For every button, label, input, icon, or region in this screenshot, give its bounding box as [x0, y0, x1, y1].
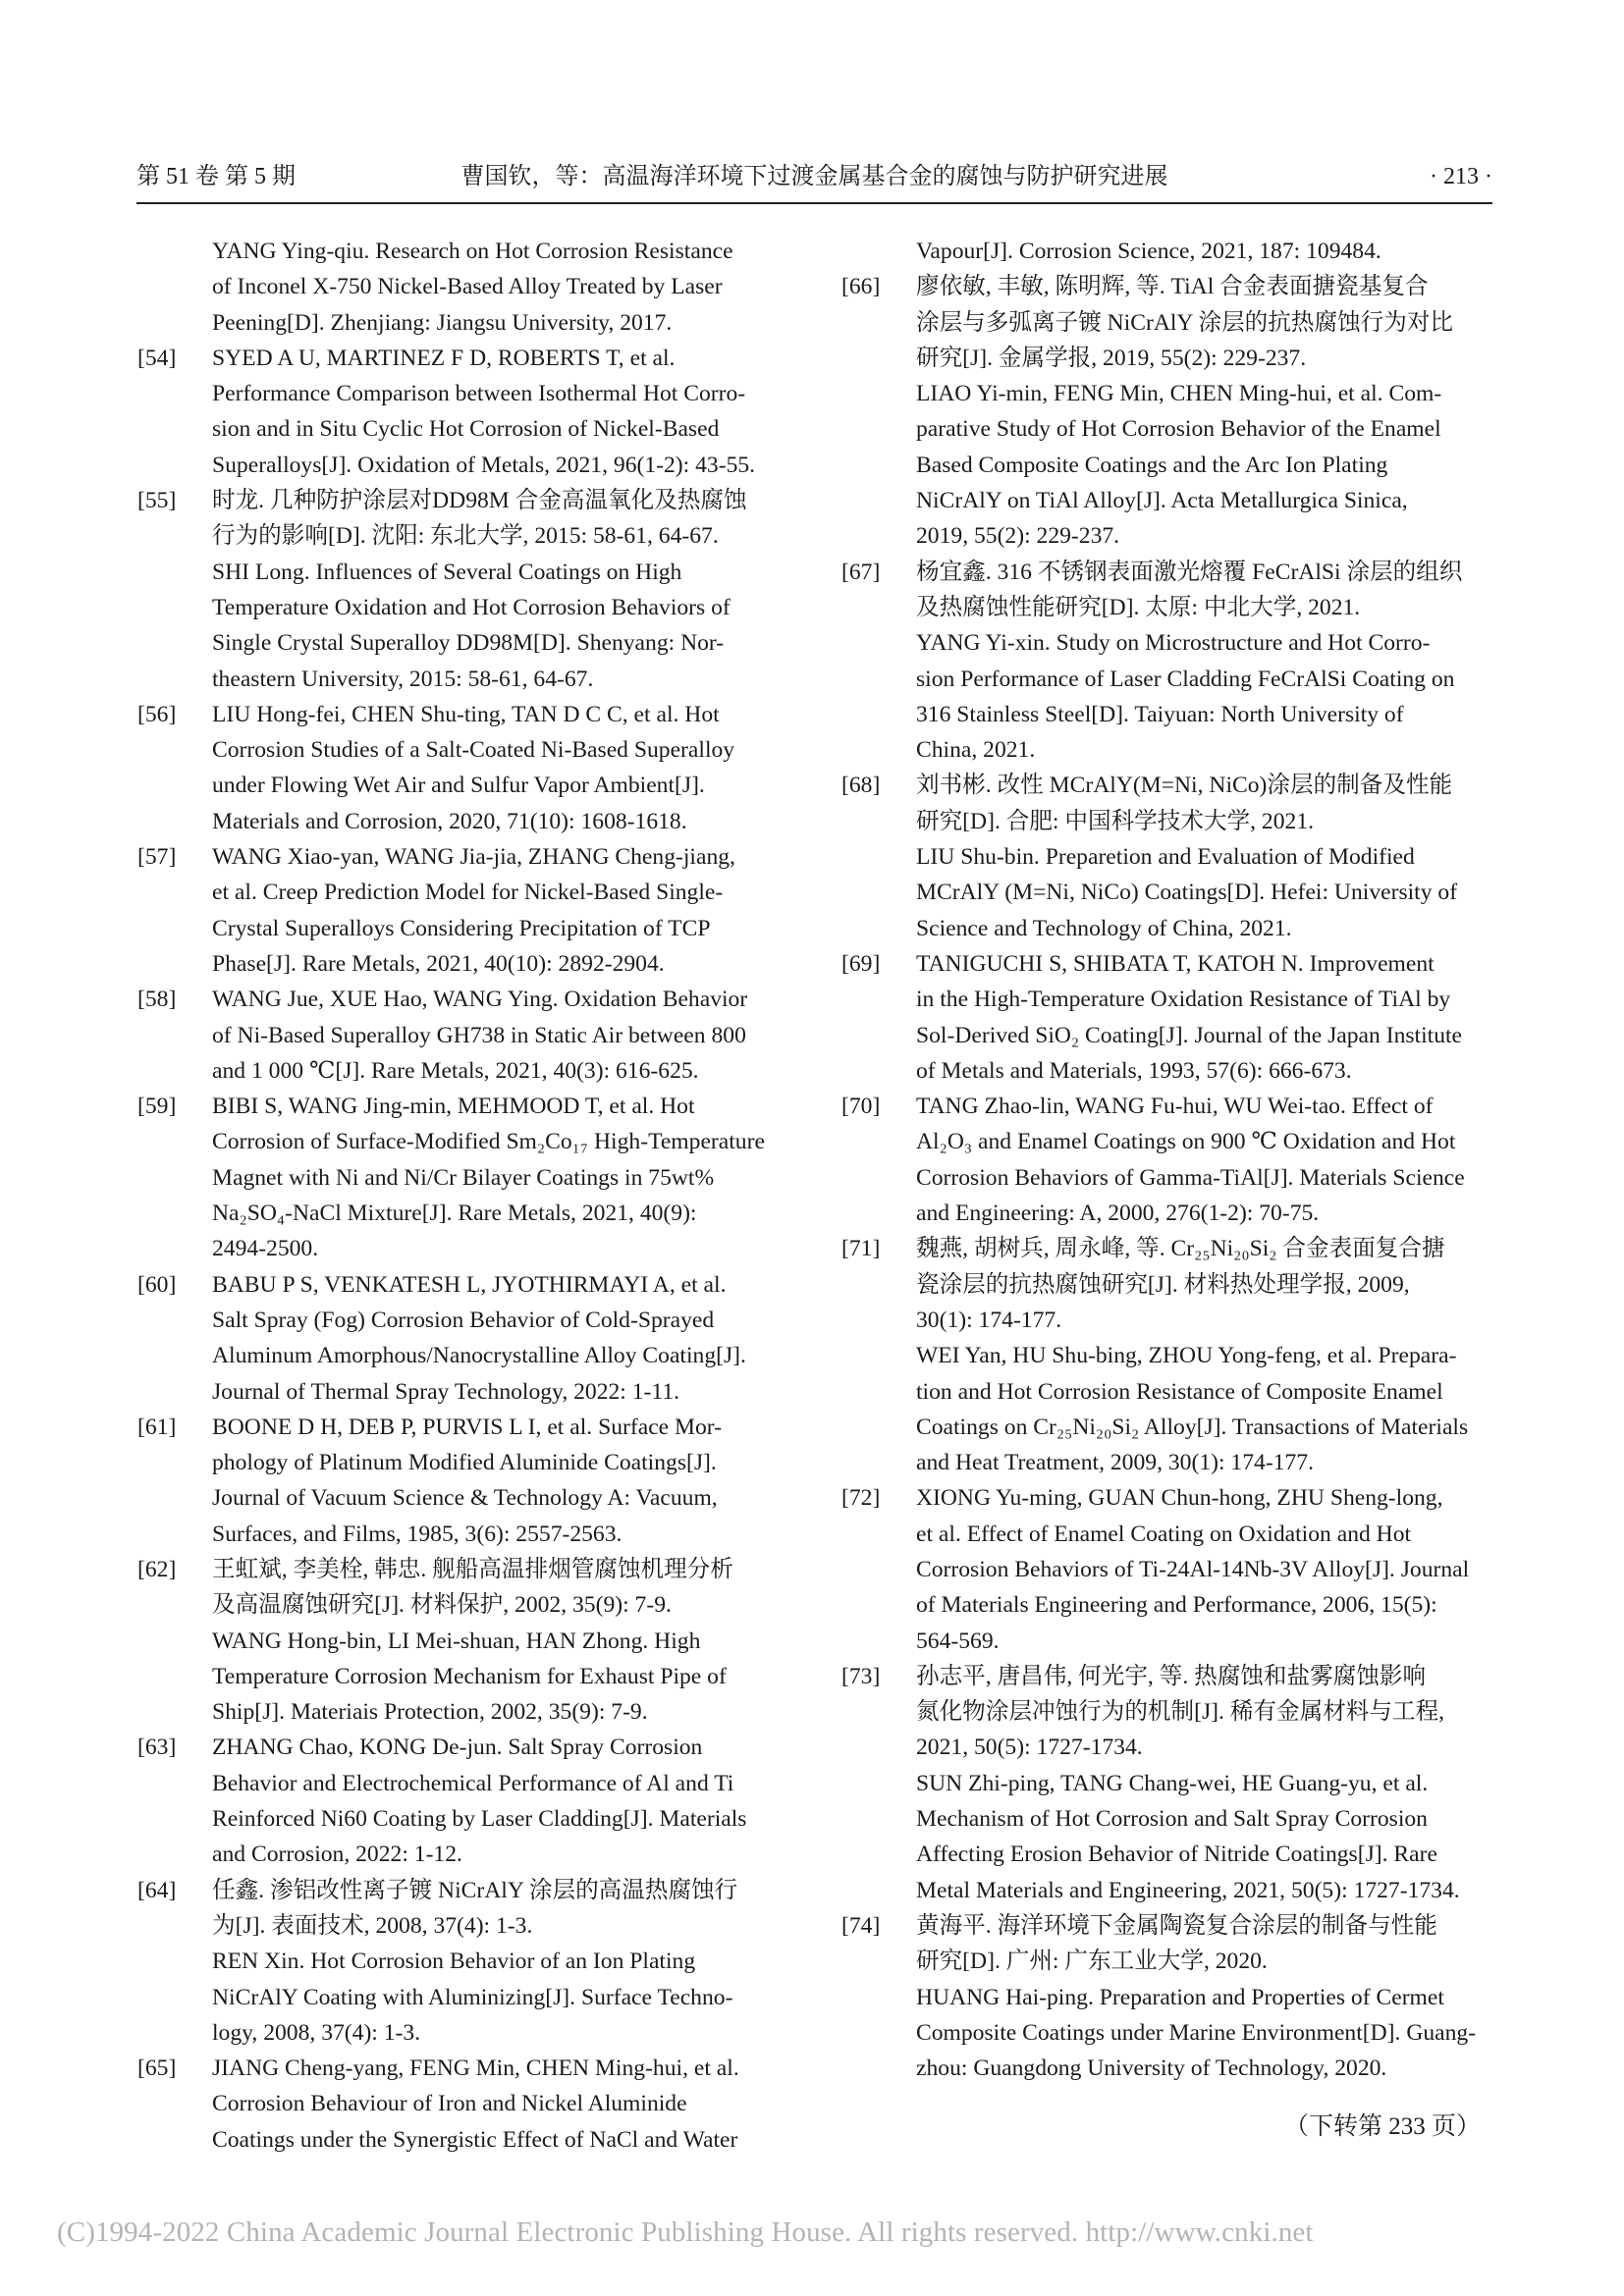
reference-text-line: Magnet with Ni and Ni/Cr Bilayer Coatings in 75wt% — [212, 1164, 715, 1191]
reference-entry — [137, 1267, 790, 1410]
reference-text-line: Journal of Thermal Spray Technology, 2022: 1-11. — [212, 1378, 680, 1405]
reference-text-line: 刘书彬. 改性 MCrAlY(M=Ni, NiCo)涂层的制备及性能 — [916, 773, 1453, 799]
reference-text-line: ZHANG Chao, KONG De-jun. Salt Spray Corrosion — [212, 1735, 703, 1761]
reference-number: [62] — [137, 1556, 177, 1582]
reference-entry — [137, 341, 790, 483]
reference-entry — [137, 1873, 790, 2051]
continuation-note: （下转第 233 页） — [1283, 2113, 1481, 2140]
reference-text-line: 564-569. — [916, 1628, 1000, 1654]
reference-text-line: 及高温腐蚀研究[J]. 材料保护, 2002, 35(9): 7-9. — [212, 1592, 672, 1619]
reference-text-line: Coatings under the Synergistic Effect of NaCl and Water — [212, 2126, 738, 2153]
reference-text-line: NiCrAlY Coating with Aluminizing[J]. Surface Techno- — [212, 1984, 733, 2010]
reference-text-line: in the High-Temperature Oxidation Resistance of TiAl by — [916, 987, 1451, 1013]
reference-entry — [137, 1552, 790, 1730]
reference-entry — [137, 982, 790, 1089]
reference-text-line: SUN Zhi-ping, TANG Chang-wei, HE Guang-yu, et al. — [916, 1770, 1429, 1796]
reference-number: [55] — [137, 488, 177, 514]
reference-text-line: China, 2021. — [916, 737, 1036, 764]
volume-issue: 第 51 卷 第 5 期 — [136, 164, 296, 189]
reference-text-line: of Materials Engineering and Performance, 2006, 15(5): — [916, 1592, 1437, 1619]
reference-text-line: and Heat Treatment, 2009, 30(1): 174-177. — [916, 1450, 1314, 1476]
reference-text-line: of Metals and Materials, 1993, 57(6): 666-673. — [916, 1057, 1352, 1084]
reference-number: [56] — [137, 701, 177, 727]
reference-number: [70] — [841, 1094, 881, 1120]
reference-text-line: MCrAlY (M=Ni, NiCo) Coatings[D]. Hefei: University of — [916, 880, 1458, 906]
reference-text-line: Na₂SO₄-NaCl Mixture[J]. Rare Metals, 2021, 40(9): — [212, 1201, 697, 1227]
reference-number: [54] — [137, 345, 177, 371]
reference-entry — [841, 1908, 1494, 2086]
reference-text-line: 瓷涂层的抗热腐蚀研究[J]. 材料热处理学报, 2009, — [916, 1271, 1410, 1298]
reference-entry — [137, 483, 790, 697]
reference-text-line: Reinforced Ni60 Coating by Laser Cladding[J]. Materials — [212, 1806, 747, 1833]
reference-text-line: YANG Yi-xin. Study on Microstructure and Hot Corro- — [916, 630, 1431, 657]
reference-entry — [841, 234, 1494, 269]
reference-entry — [137, 2051, 790, 2158]
reference-entry — [137, 1730, 790, 1872]
reference-text-line: LIU Shu-bin. Preparetion and Evaluation of Modified — [916, 844, 1415, 871]
reference-text-line: sion Performance of Laser Cladding FeCrAlSi Coating on — [916, 666, 1455, 692]
reference-text-line: 王虹斌, 李美栓, 韩忠. 舰船高温排烟管腐蚀机理分析 — [212, 1556, 733, 1582]
reference-text-line: HUANG Hai-ping. Preparation and Properties of Cermet — [916, 1984, 1444, 2010]
reference-text-line: 孙志平, 唐昌伟, 何光宇, 等. 热腐蚀和盐雾腐蚀影响 — [916, 1663, 1427, 1689]
reference-text-line: Behavior and Electrochemical Performance of Al and Ti — [212, 1770, 734, 1796]
reference-text-line: Vapour[J]. Corrosion Science, 2021, 187: 109484. — [916, 239, 1381, 264]
reference-text-line: parative Study of Hot Corrosion Behavior of the Enamel — [916, 416, 1441, 443]
reference-text-line: 及热腐蚀性能研究[D]. 太原: 中北大学, 2021. — [916, 594, 1361, 620]
reference-text-line: Al₂O₃ and Enamel Coatings on 900 ℃ Oxidation and Hot — [916, 1129, 1456, 1155]
reference-text-line: Based Composite Coatings and the Arc Ion Plating — [916, 452, 1388, 478]
reference-number: [74] — [841, 1912, 881, 1939]
reference-text-line: Sol-Derived SiO₂ Coating[J]. Journal of the Japan Institute — [916, 1022, 1463, 1048]
reference-text-line: LIU Hong-fei, CHEN Shu-ting, TAN D C C, et al. Hot — [212, 701, 720, 727]
running-header — [136, 157, 1492, 196]
reference-number: [60] — [137, 1271, 177, 1298]
reference-text-line: Surfaces, and Films, 1985, 3(6): 2557-2563. — [212, 1521, 623, 1547]
reference-text-line: of Inconel X-750 Nickel-Based Alloy Treated by Laser — [212, 274, 723, 300]
right-reference-column — [841, 234, 1494, 2086]
running-title: 曹国钦，等：高温海洋环境下过渡金属基合金的腐蚀与防护研究进展 — [460, 164, 1168, 189]
reference-number: [61] — [137, 1414, 177, 1440]
reference-text-line: BOONE D H, DEB P, PURVIS L I, et al. Surface Mor- — [212, 1414, 723, 1440]
reference-text-line: Single Crystal Superalloy DD98M[D]. Shenyang: Nor- — [212, 630, 725, 657]
reference-text-line: YANG Ying-qiu. Research on Hot Corrosion Resistance — [212, 239, 733, 264]
reference-number: [58] — [137, 987, 177, 1013]
reference-text-line: et al. Effect of Enamel Coating on Oxidation and Hot — [916, 1521, 1412, 1547]
reference-number: [64] — [137, 1877, 177, 1903]
reference-text-line: Phase[J]. Rare Metals, 2021, 40(10): 2892-2904. — [212, 950, 665, 977]
reference-text-line: Crystal Superalloys Considering Precipitation of TCP — [212, 915, 711, 941]
reference-text-line: 黄海平. 海洋环境下金属陶瓷复合涂层的制备与性能 — [916, 1912, 1437, 1939]
reference-text-line: 廖依敏, 丰敏, 陈明辉, 等. TiAl 合金表面搪瓷基复合 — [916, 274, 1429, 300]
reference-number: [68] — [841, 773, 881, 799]
reference-text-line: XIONG Yu-ming, GUAN Chun-hong, ZHU Sheng-long, — [916, 1485, 1443, 1512]
reference-text-line: 氮化物涂层冲蚀行为的机制[J]. 稀有金属材料与工程, — [916, 1699, 1445, 1726]
reference-entry — [841, 269, 1494, 554]
reference-text-line: 研究[J]. 金属学报, 2019, 55(2): 229-237. — [916, 345, 1307, 371]
reference-number: [72] — [841, 1485, 881, 1512]
reference-entry — [137, 697, 790, 839]
reference-text-line: Journal of Vacuum Science & Technology A: Vacuum, — [212, 1485, 718, 1512]
reference-number: [57] — [137, 844, 177, 871]
reference-text-line: of Ni-Based Superalloy GH738 in Static Air between 800 — [212, 1022, 746, 1048]
reference-entry — [137, 1410, 790, 1552]
reference-text-line: JIANG Cheng-yang, FENG Min, CHEN Ming-hui, et al. — [212, 2056, 739, 2082]
reference-text-line: logy, 2008, 37(4): 1-3. — [212, 2019, 421, 2046]
reference-text-line: Salt Spray (Fog) Corrosion Behavior of Cold-Sprayed — [212, 1307, 715, 1333]
reference-entry — [841, 1089, 1494, 1231]
reference-text-line: WANG Jue, XUE Hao, WANG Ying. Oxidation Behavior — [212, 987, 748, 1013]
reference-text-line: Coatings on Cr₂₅Ni₂₀Si₂ Alloy[J]. Transactions of Materials — [916, 1414, 1469, 1440]
reference-text-line: 2494-2500. — [212, 1236, 319, 1262]
reference-text-line: 时龙. 几种防护涂层对DD98M 合金高温氧化及热腐蚀 — [212, 488, 747, 514]
reference-text-line: TANG Zhao-lin, WANG Fu-hui, WU Wei-tao. Effect of — [916, 1094, 1434, 1120]
reference-text-line: 2019, 55(2): 229-237. — [916, 523, 1120, 550]
reference-text-line: Performance Comparison between Isothermal Hot Corro- — [212, 381, 746, 407]
reference-text-line: Metal Materials and Engineering, 2021, 50(5): 1727-1734. — [916, 1877, 1460, 1903]
left-reference-column — [137, 234, 790, 2158]
reference-text-line: Corrosion Studies of a Salt-Coated Ni-Based Superalloy — [212, 737, 735, 764]
page-number: · 213 · — [1430, 164, 1492, 189]
reference-text-line: zhou: Guangdong University of Technology, 2020. — [916, 2056, 1387, 2082]
reference-text-line: NiCrAlY on TiAl Alloy[J]. Acta Metallurgica Sinica, — [916, 488, 1408, 514]
reference-text-line: Corrosion Behaviors of Gamma-TiAl[J]. Materials Science — [916, 1164, 1465, 1191]
reference-text-line: 杨宜鑫. 316 不锈钢表面激光熔覆 FeCrAlSi 涂层的组织 — [916, 559, 1463, 585]
reference-number: [63] — [137, 1735, 177, 1761]
header-rule — [136, 202, 1492, 204]
reference-text-line: 30(1): 174-177. — [916, 1307, 1062, 1333]
reference-entry — [841, 1659, 1494, 1908]
reference-text-line: Mechanism of Hot Corrosion and Salt Spray Corrosion — [916, 1806, 1428, 1833]
reference-entry — [137, 839, 790, 982]
reference-text-line: Temperature Corrosion Mechanism for Exhaust Pipe of — [212, 1663, 727, 1689]
reference-text-line: REN Xin. Hot Corrosion Behavior of an Ion Plating — [212, 1949, 696, 1975]
reference-entry — [841, 1231, 1494, 1480]
reference-text-line: Temperature Oxidation and Hot Corrosion Behaviors of — [212, 594, 731, 620]
reference-text-line: Peening[D]. Zhenjiang: Jiangsu University, 2017. — [212, 309, 673, 336]
reference-text-line: under Flowing Wet Air and Sulfur Vapor Ambient[J]. — [212, 773, 705, 799]
reference-text-line: 研究[D]. 广州: 广东工业大学, 2020. — [916, 1949, 1268, 1975]
reference-text-line: Corrosion Behaviour of Iron and Nickel Aluminide — [212, 2091, 687, 2117]
reference-text-line: LIAO Yi-min, FENG Min, CHEN Ming-hui, et al. Com- — [916, 381, 1442, 407]
reference-text-line: 魏燕, 胡树兵, 周永峰, 等. Cr₂₅Ni₂₀Si₂ 合金表面复合搪 — [916, 1236, 1445, 1262]
copyright-footer: (C)1994-2022 China Academic Journal Electronic Publishing House. All rights reserved. http://www.cnki.net — [57, 2216, 1314, 2248]
reference-text-line: 研究[D]. 合肥: 中国科学技术大学, 2021. — [916, 808, 1315, 834]
reference-text-line: 为[J]. 表面技术, 2008, 37(4): 1-3. — [212, 1912, 533, 1939]
reference-text-line: WANG Xiao-yan, WANG Jia-jia, ZHANG Cheng-jiang, — [212, 844, 735, 871]
reference-text-line: 涂层与多弧离子镀 NiCrAlY 涂层的抗热腐蚀行为对比 — [916, 309, 1454, 336]
reference-text-line: BIBI S, WANG Jing-min, MEHMOOD T, et al. Hot — [212, 1094, 695, 1120]
reference-text-line: Corrosion of Surface-Modified Sm₂Co₁₇ High-Temperature — [212, 1129, 765, 1155]
reference-number: [65] — [137, 2056, 177, 2082]
reference-text-line: Superalloys[J]. Oxidation of Metals, 2021, 96(1-2): 43-55. — [212, 452, 756, 478]
reference-text-line: phology of Platinum Modified Aluminide Coatings[J]. — [212, 1450, 717, 1476]
reference-number: [66] — [841, 274, 881, 300]
reference-entry — [841, 555, 1494, 769]
reference-entry — [841, 1480, 1494, 1658]
reference-text-line: Affecting Erosion Behavior of Nitride Coatings[J]. Rare — [916, 1842, 1437, 1868]
reference-entry — [137, 1089, 790, 1266]
reference-text-line: Science and Technology of China, 2021. — [916, 915, 1292, 941]
reference-text-line: 行为的影响[D]. 沈阳: 东北大学, 2015: 58-61, 64-67. — [212, 523, 719, 550]
reference-text-line: BABU P S, VENKATESH L, JYOTHIRMAYI A, et al. — [212, 1271, 727, 1298]
reference-text-line: Aluminum Amorphous/Nanocrystalline Alloy Coating[J]. — [212, 1343, 746, 1369]
reference-text-line: 316 Stainless Steel[D]. Taiyuan: North University of — [916, 701, 1404, 727]
reference-text-line: SYED A U, MARTINEZ F D, ROBERTS T, et al. — [212, 345, 676, 371]
reference-number: [59] — [137, 1094, 177, 1120]
reference-number: [73] — [841, 1663, 881, 1689]
reference-text-line: theastern University, 2015: 58-61, 64-67. — [212, 666, 594, 692]
reference-entry — [841, 946, 1494, 1089]
reference-text-line: et al. Creep Prediction Model for Nickel-Based Single- — [212, 880, 724, 906]
reference-text-line: sion and in Situ Cyclic Hot Corrosion of Nickel-Based — [212, 416, 720, 443]
reference-text-line: 任鑫. 渗铝改性离子镀 NiCrAlY 涂层的高温热腐蚀行 — [212, 1877, 738, 1903]
reference-text-line: and Engineering: A, 2000, 276(1-2): 70-75. — [916, 1201, 1320, 1227]
reference-text-line: and Corrosion, 2022: 1-12. — [212, 1842, 462, 1868]
reference-text-line: TANIGUCHI S, SHIBATA T, KATOH N. Improvement — [916, 950, 1435, 977]
reference-number: [67] — [841, 559, 881, 585]
reference-text-line: Corrosion Behaviors of Ti-24Al-14Nb-3V Alloy[J]. Journal — [916, 1556, 1470, 1582]
reference-text-line: tion and Hot Corrosion Resistance of Composite Enamel — [916, 1378, 1443, 1405]
reference-text-line: 2021, 50(5): 1727-1734. — [916, 1735, 1143, 1761]
reference-text-line: WANG Hong-bin, LI Mei-shuan, HAN Zhong. High — [212, 1628, 701, 1654]
reference-text-line: and 1 000 ℃[J]. Rare Metals, 2021, 40(3): 616-625. — [212, 1057, 699, 1084]
reference-text-line: SHI Long. Influences of Several Coatings on High — [212, 559, 682, 585]
reference-text-line: Composite Coatings under Marine Environment[D]. Guang- — [916, 2019, 1477, 2046]
reference-entry — [137, 234, 790, 341]
reference-text-line: Materials and Corrosion, 2020, 71(10): 1608-1618. — [212, 808, 687, 834]
reference-text-line: Ship[J]. Materiais Protection, 2002, 35(9): 7-9. — [212, 1699, 648, 1726]
reference-entry — [841, 768, 1494, 945]
reference-text-line: WEI Yan, HU Shu-bing, ZHOU Yong-feng, et al. Prepara- — [916, 1343, 1457, 1369]
reference-number: [71] — [841, 1236, 881, 1262]
reference-number: [69] — [841, 950, 881, 977]
